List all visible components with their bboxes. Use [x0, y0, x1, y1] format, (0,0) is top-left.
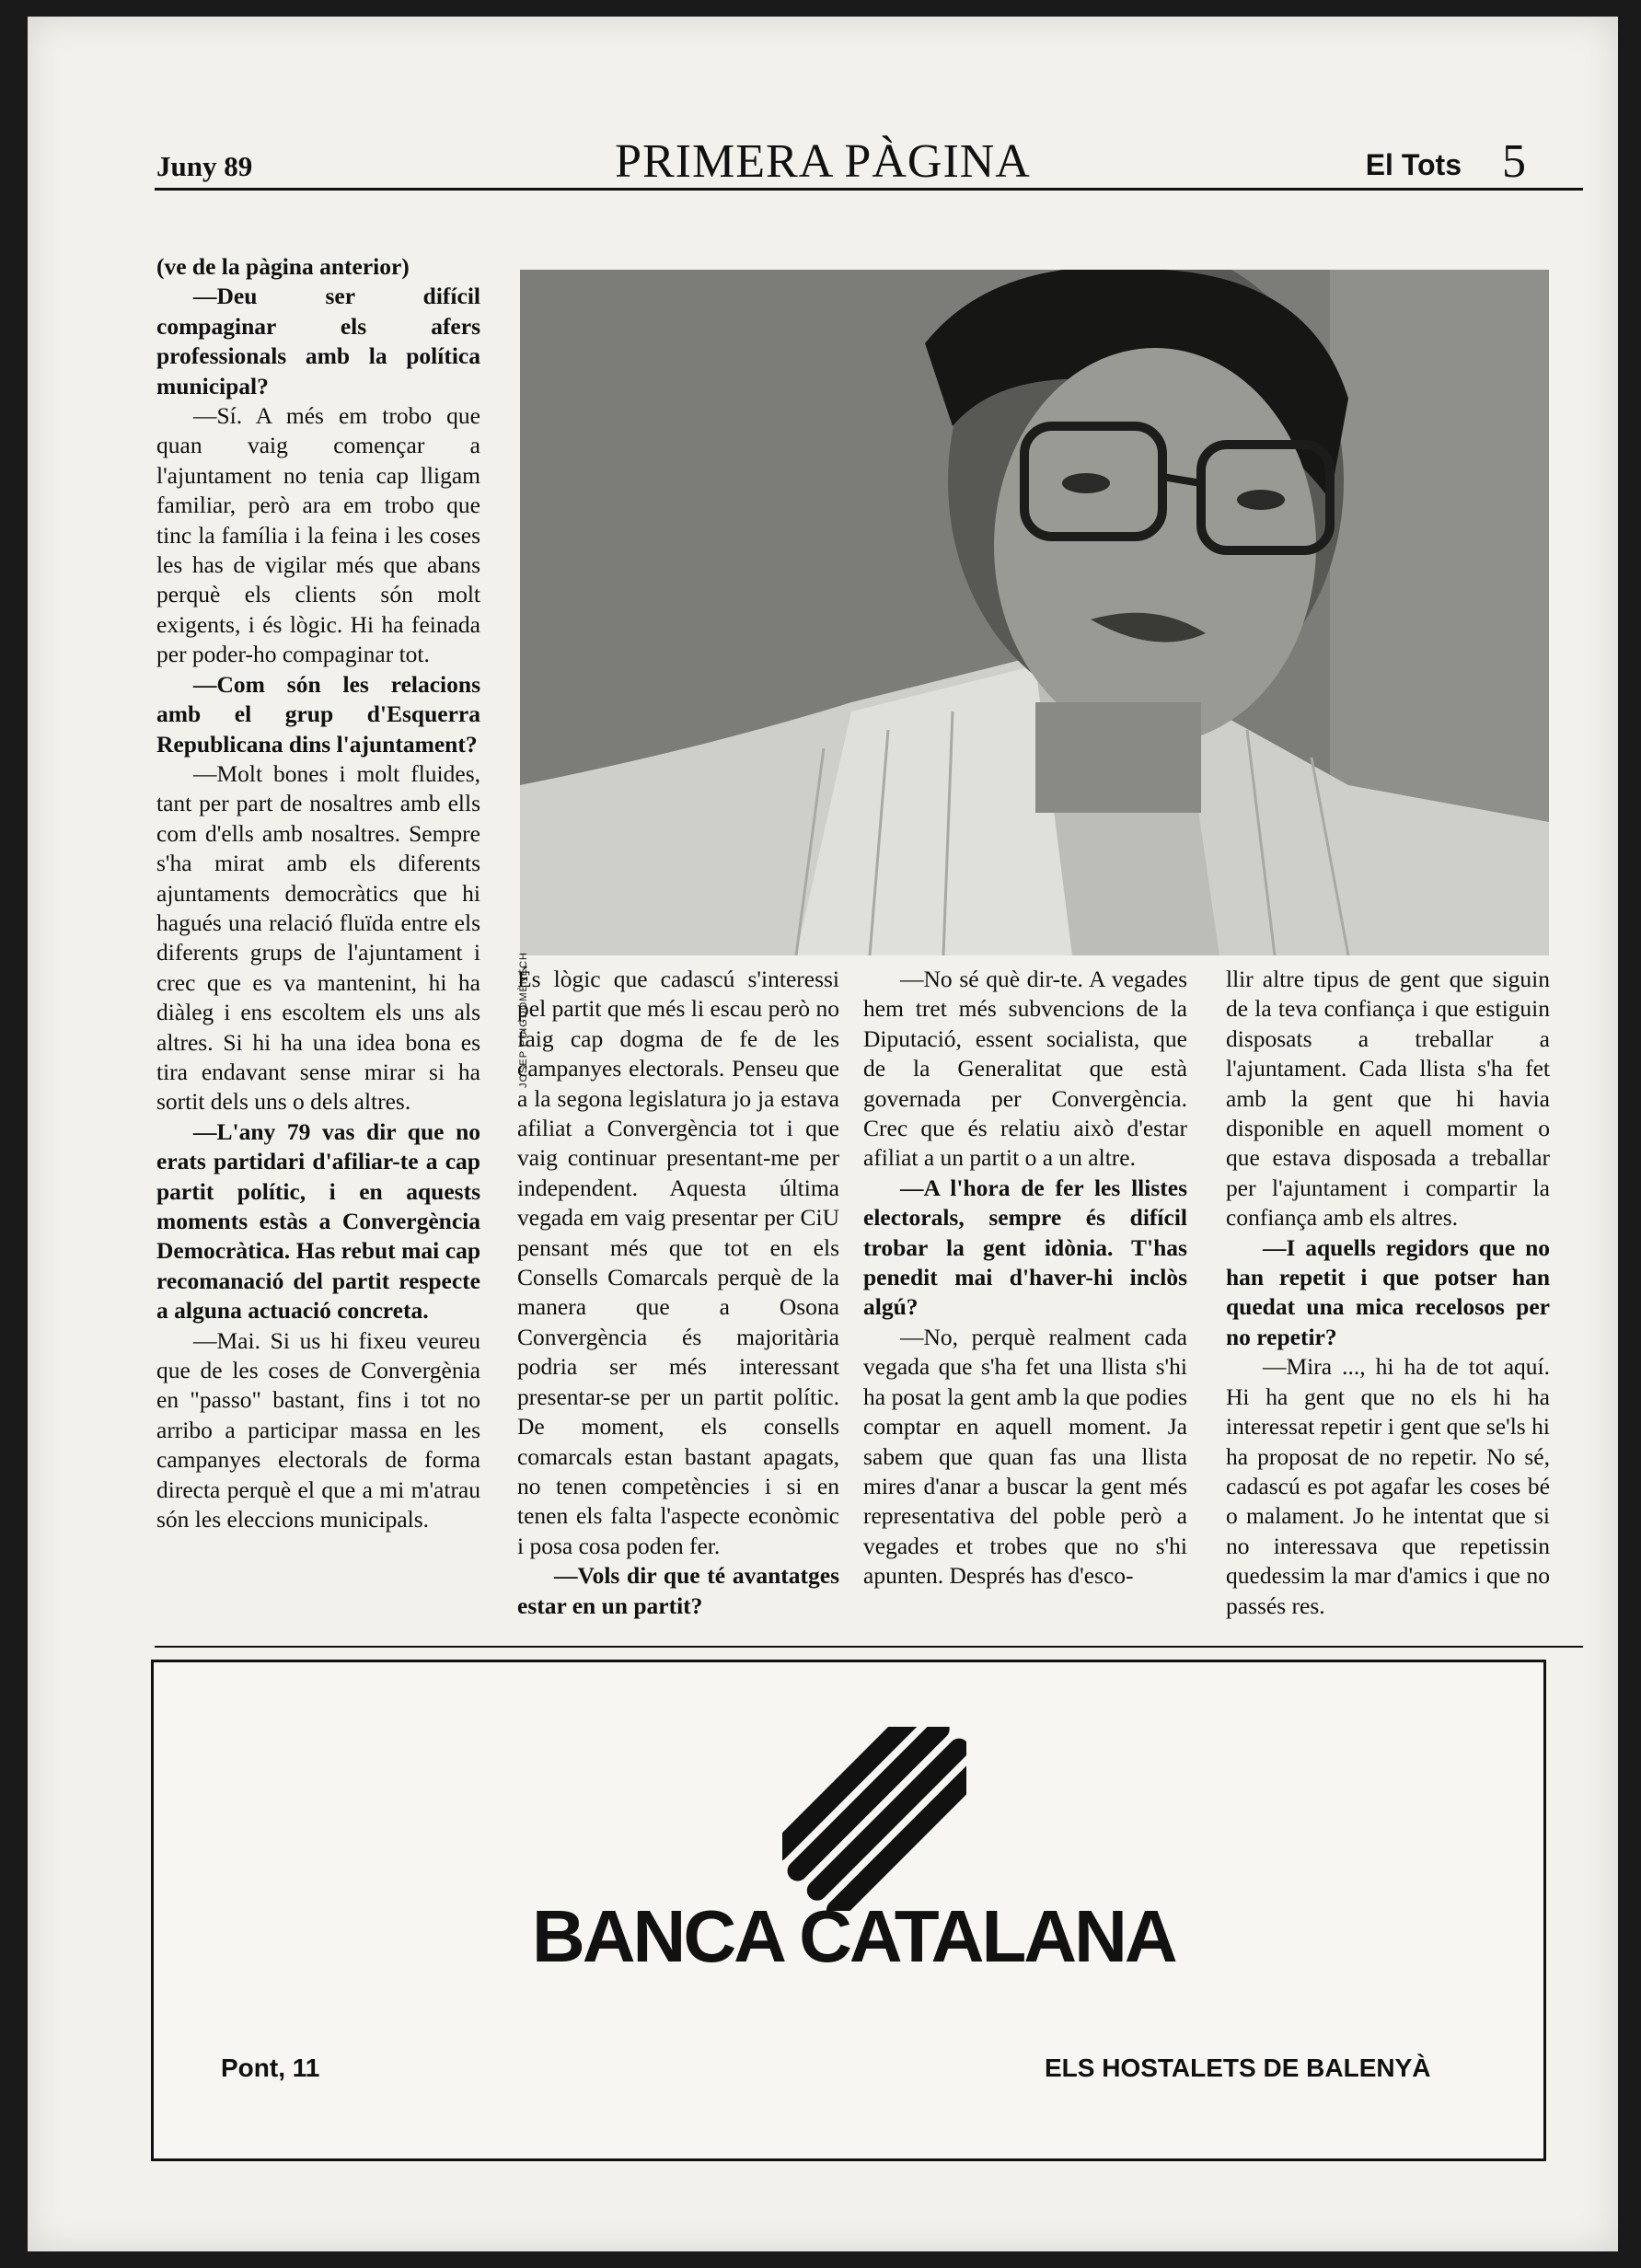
portrait-illustration: [520, 270, 1549, 955]
publication-name: El Tots: [1365, 148, 1462, 181]
interview-question: —Vols dir que té avantatges estar en un partit?: [517, 1562, 839, 1619]
interview-answer: —Molt bones i molt fluides, tant per part de nosaltres amb ells com d'ells amb nosaltres. Sempre s'ha mirat amb els diferents ajuntaments democràtics que hi hagués una relació fluïda entre els diferents grups de l'ajuntament i crec que es va mantenint, hi ha diàleg i ens escoltem els uns als altres. Si hi ha una idea bona es tira endavant sense mirar si ha sortit dels uns o dels altres.: [156, 759, 480, 1116]
interview-photo: [520, 270, 1549, 955]
bank-town: ELS HOSTALETS DE BALENYÀ: [1045, 2054, 1431, 2082]
article-column-1: [156, 252, 480, 1534]
bank-address: Pont, 11: [221, 2054, 320, 2082]
article-column-3: [863, 965, 1187, 1591]
photo-credit-text: JOSEP PUIGDOMÈNECH: [518, 952, 529, 1088]
issue-date: Juny 89: [156, 150, 253, 182]
bank-name: BANCA CATALANA: [532, 1895, 1175, 1977]
interview-answer: —Mai. Si us hi fixeu veureu que de les coses de Convergènia en "passo" bastant, fins i tot no arribo a participar massa en les campanyes electorals de forma directa perquè el que a mi m'atrau són les eleccions municipals.: [156, 1326, 480, 1533]
interview-question: —Deu ser difícil compaginar els afers professionals amb la política municipal?: [156, 283, 480, 399]
interview-answer: —No sé què dir-te. A vegades hem tret més subvencions de la Diputació, essent socialista, que de la Generalitat que està governada per Convergència. Crec que és relatiu això d'estar afiliat a un partit o a un altre.: [863, 966, 1187, 1172]
interview-answer: —No, perquè realment cada vegada que s'ha fet una llista s'hi ha posat la gent amb la que podies comptar en aquell moment. Ja sabem que quan fas una llista mires d'anar a buscar la gent més representativa del poble però a vegades et trobes que no s'hi apunten. Després has d'esco-: [863, 1323, 1187, 1590]
interview-answer: —Mira ..., hi ha de tot aquí. Hi ha gent que no els hi ha interessat repetir i gent que se'ls hi ha proposat de no repetir. No sé, cadascú es pot agafar les coses bé o malament. Jo he intentat que si no interessava que repetissin quedessim la mar d'amics i que no passés res.: [1226, 1353, 1550, 1619]
interview-question: —I aquells regidors que no han repetit i que potser han quedat una mica recelosos per no repetir?: [1226, 1233, 1550, 1350]
advertisement-top-rule: [155, 1646, 1583, 1648]
interview-question: —L'any 79 vas dir que no erats partidari d'afiliar-te a cap partit polític, i en aquests moments estàs a Convergència Democràtica. Has rebut mai cap recomanació del partit respecte a alguna actuació concreta.: [156, 1117, 480, 1325]
banca-catalana-logo-icon: [782, 1727, 966, 1911]
article-column-4: [1226, 965, 1550, 1621]
interview-answer: —Sí. A més em trobo que quan vaig començar a l'ajuntament no tenia cap lligam familiar, però ara em trobo que tinc la família i la feina i les coses les has de vigilar més que abans perquè els clients són molt exigents, i és lògic. Hi ha feinada per poder-ho compaginar tot.: [156, 402, 480, 668]
interview-answer: llir altre tipus de gent que siguin de la teva confiança i que estiguin disposats a treballar a l'ajuntament. Cada llista s'ha fet amb la gent que hi havia disponible en aquell moment o que estava disposada a treballar per l'ajuntament i compartir la confiança amb els altres.: [1226, 966, 1550, 1232]
newspaper-page: [28, 17, 1618, 2251]
section-title: PRIMERA PÀGINA: [615, 135, 1031, 188]
interview-question: —A l'hora de fer les llistes electorals, sempre és difícil trobar la gent idònia. T'has penedit mai d'haver-hi inclòs algú?: [863, 1174, 1187, 1321]
continuation-note: (ve de la pàgina anterior): [156, 253, 410, 280]
header-rule: [155, 188, 1583, 191]
page-number: 5: [1502, 135, 1526, 188]
interview-answer: És lògic que cadascú s'interessi pel partit que més li escau però no faig cap dogma de fe de les campanyes electorals. Penseu que a la segona legislatura jo ja estava afiliat a Convergència tot i que vaig continuar presentant-me per independent. Aquesta última vegada em vaig presentar per CiU pensant més que tot en els Consells Comarcals perquè de la manera que a Osona Convergència és majoritària podria ser més interessant presentar-se per un partit polític. De moment, els consells comarcals estan bastant apagats, no tenen competències i si en tenen els falta l'aspecte econòmic i posa cosa poden fer.: [517, 966, 839, 1559]
article-column-2: [517, 965, 839, 1621]
interview-question: —Com són les relacions amb el grup d'Esquerra Republicana dins l'ajuntament?: [156, 670, 480, 758]
